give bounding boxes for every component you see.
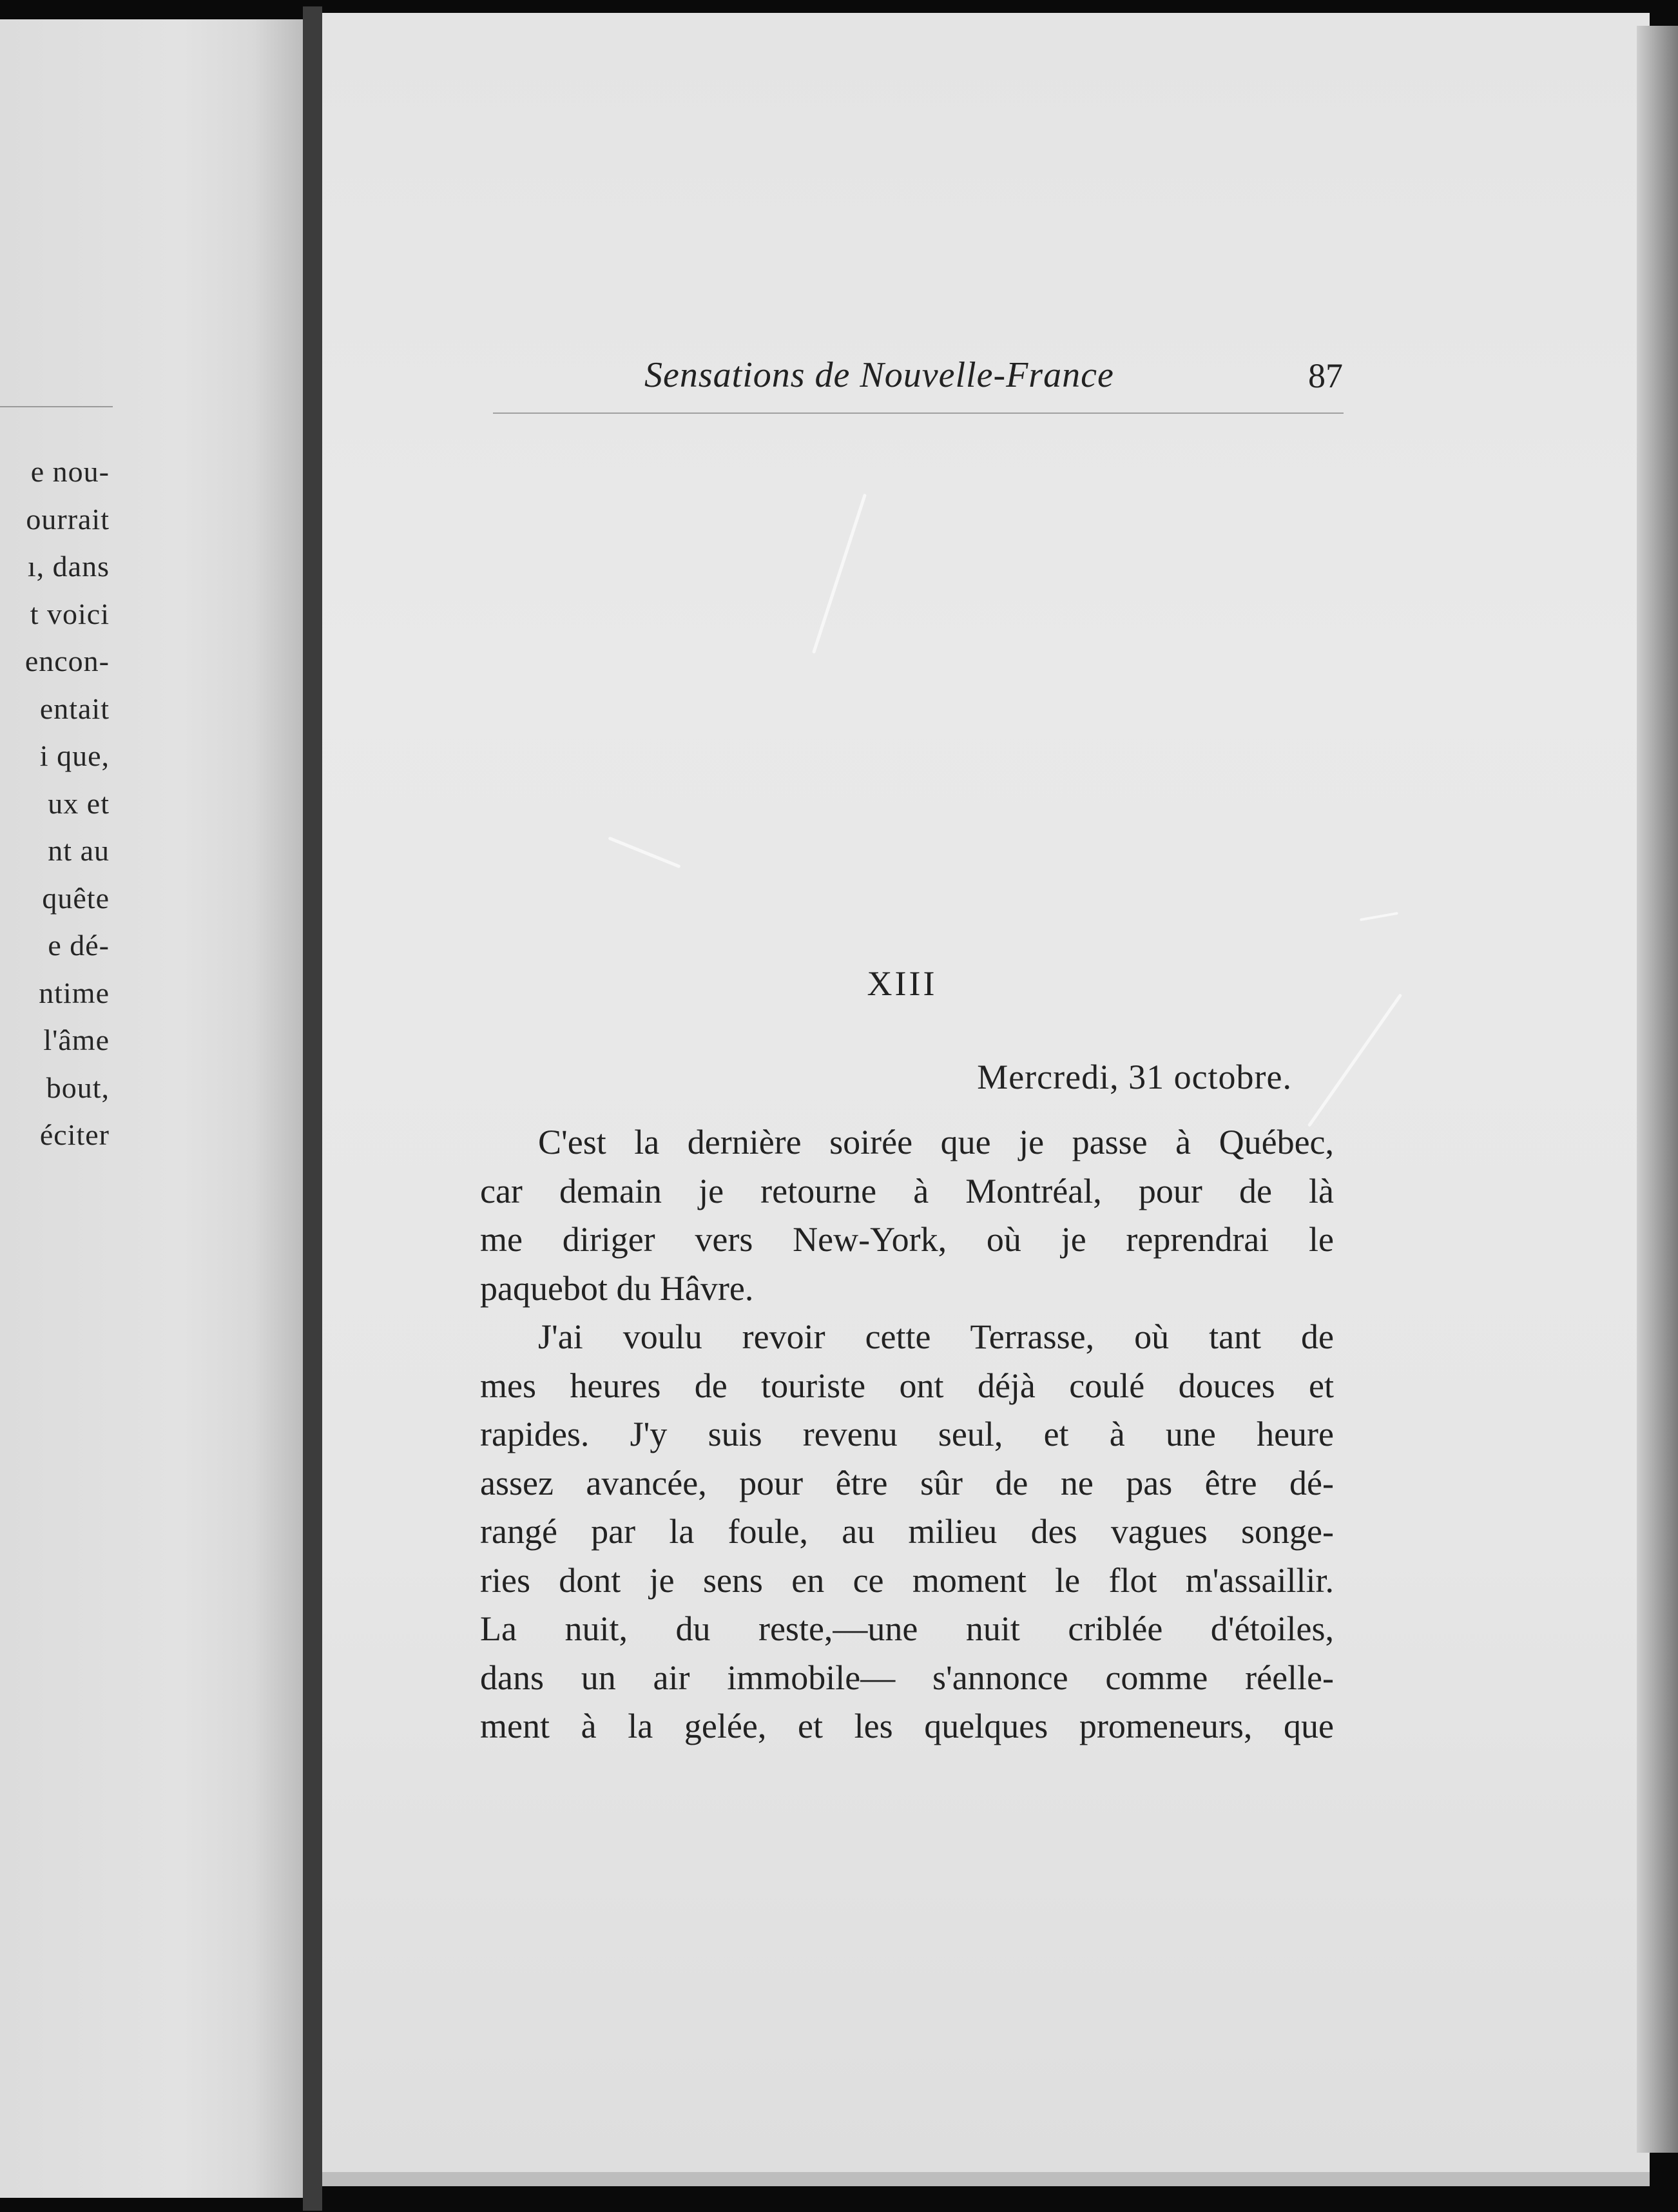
left-line: éciter (39, 1118, 110, 1151)
text-line: ment à la gelée, et les quelques promeneurs, que (480, 1707, 1334, 1745)
header-rule (493, 412, 1344, 414)
left-line: ntime (39, 976, 110, 1009)
left-line: ı, dans (27, 550, 110, 583)
left-line: nt au (48, 834, 110, 867)
text-line: C'est la dernière soirée que je passe à Québec, (538, 1123, 1334, 1161)
text-line: J'ai voulu revoir cette Terrasse, où tant de (538, 1317, 1334, 1356)
left-page-text-fragments (0, 448, 110, 1159)
left-line: ourrait (26, 502, 110, 536)
body-text (480, 1118, 1334, 1751)
left-line: t voici (30, 597, 110, 630)
left-line: e dé- (48, 929, 110, 962)
text-line: ries dont je sens en ce moment le flot m'assaillir. (480, 1560, 1334, 1600)
left-line: i que, (39, 739, 110, 772)
text-line: rangé par la foule, au milieu des vagues songe- (480, 1512, 1334, 1551)
book-spine (303, 6, 322, 2211)
dateline: Mercredi, 31 octobre. (977, 1058, 1292, 1096)
left-line: e nou- (30, 455, 110, 488)
left-page-header-rule (0, 406, 113, 407)
left-line: ux et (48, 786, 110, 820)
text-line: La nuit, du reste,—une nuit criblée d'étoiles, (480, 1609, 1334, 1648)
text-line: me diriger vers New-York, où je reprendrai le (480, 1220, 1334, 1259)
text-line: dans un air immobile— s'annonce comme réelle- (480, 1658, 1334, 1697)
text-line: car demain je retourne à Montréal, pour de là (480, 1171, 1334, 1210)
page-bottom-edge (322, 2172, 1650, 2186)
left-line: quête (42, 881, 110, 915)
left-line: entait (39, 692, 110, 725)
left-page-gutter-shadow (255, 19, 303, 2198)
left-line: encon- (24, 645, 110, 677)
running-head: Sensations de Nouvelle-France (644, 355, 1114, 395)
text-line: assez avancée, pour être sûr de ne pas être dé- (480, 1463, 1334, 1502)
left-line: bout, (46, 1071, 110, 1104)
text-line: mes heures de touriste ont déjà coulé douces et (480, 1366, 1334, 1405)
right-page-edge (1637, 26, 1678, 2153)
text-line: paquebot du Hâvre. (480, 1268, 754, 1308)
text-line: rapides. J'y suis revenu seul, et à une heure (480, 1415, 1334, 1453)
page-number: 87 (1308, 356, 1343, 395)
left-line: l'âme (43, 1024, 110, 1056)
chapter-number: XIII (867, 964, 938, 1003)
